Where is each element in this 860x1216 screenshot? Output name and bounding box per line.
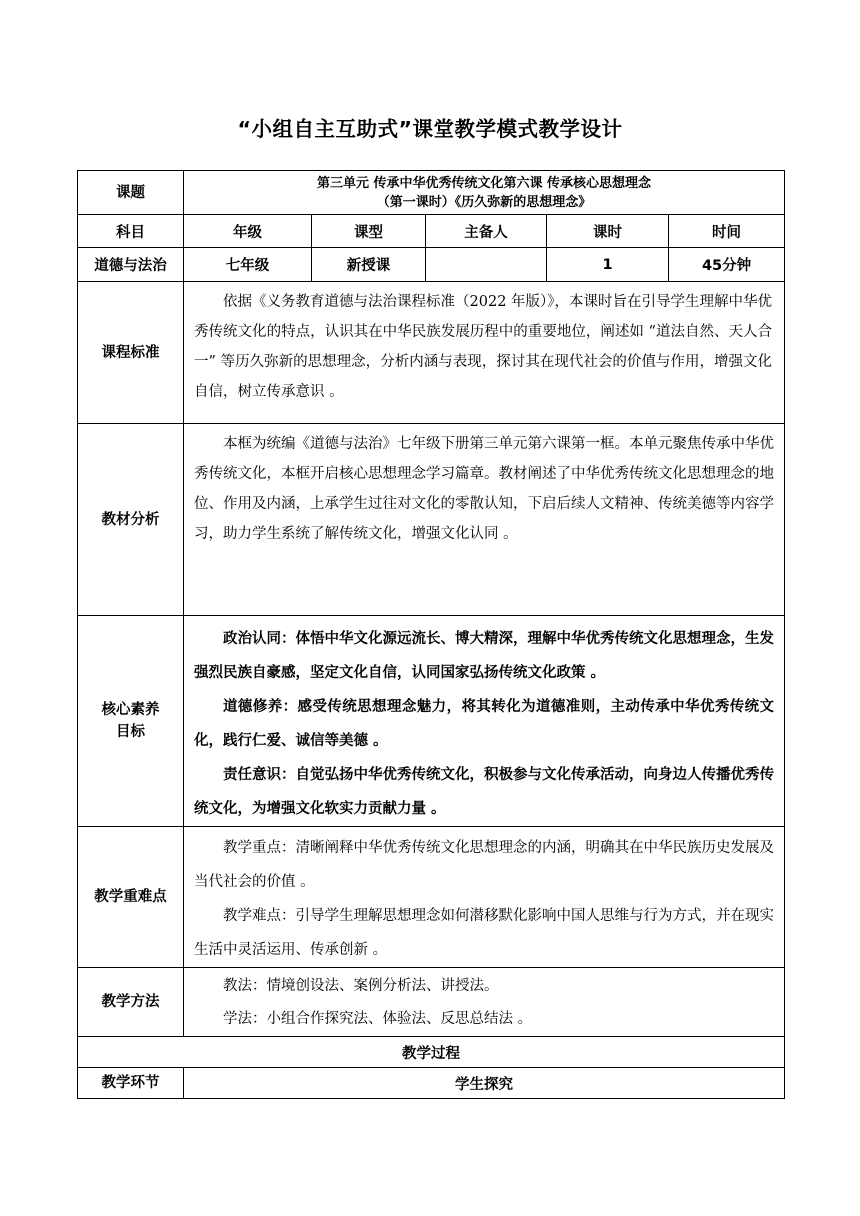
topic-label: 课题 [78,171,184,215]
info-row [78,248,785,282]
methods-row [78,968,785,1037]
topic-line-1: 第三单元 传承中华优秀传统文化第六课 传承核心思想理念 [317,175,652,191]
core-label-line-2: 目标 [116,724,145,740]
methods-cell [184,968,785,1037]
core-row [78,616,785,827]
info-main-preparer [426,248,547,282]
process-stage-label: 教学环节 [78,1068,184,1099]
key-points-focus: 教学重点：清晰阐释中华优秀传统文化思想理念的内涵，明确其在中华民族历史发展及当代社会的价值 。 [194,840,775,890]
lesson-plan-table [77,170,785,1099]
header-lesson-type: 课型 [312,215,426,248]
info-lesson-type: 新授课 [312,248,426,282]
key-points-label: 教学重难点 [78,827,184,968]
standard-label: 课程标准 [78,282,184,424]
core-label [78,616,184,827]
material-label: 教材分析 [78,424,184,616]
info-periods: 1 [547,248,669,282]
material-text: 本框为统编《道德与法治》七年级下册第三单元第六课第一框。本单元聚焦传承中华优秀传统文化，本框开启核心思想理念学习篇章。教材阐述了中华优秀传统文化思想理念的地位、作用及内涵，上承学生过往对文化的零散认知，下启后续人文精神、传统美德等内容学习，助力学生系统了解传统文化，增强文化认同 。 [194,436,775,542]
core-cell [184,616,785,827]
header-grade: 年级 [184,215,312,248]
topic-value [184,171,785,215]
info-grade: 七年级 [184,248,312,282]
process-student-label: 学生探究 [184,1068,785,1099]
core-responsibility: 责任意识：自觉弘扬中华优秀传统文化，积极参与文化传承活动，向身边人传播优秀传统文化，为增强文化软实力贡献力量 。 [194,766,775,817]
header-main-preparer: 主备人 [426,215,547,248]
standard-cell [184,282,785,424]
methods-teaching: 教法：情境创设法、案例分析法、讲授法。 [223,978,499,994]
process-heading-row [78,1037,785,1068]
header-time: 时间 [669,215,785,248]
process-stage-row [78,1068,785,1099]
methods-learning: 学法：小组合作探究法、体验法、反思总结法 。 [223,1011,533,1027]
material-cell [184,424,785,616]
standard-row [78,282,785,424]
standard-text: 依据《义务教育道德与法治课程标准（2022 年版）》，本课时旨在引导学生理解中华优秀传统文化的特点，认识其在中华民族发展历程中的重要地位，阐述如 “道法自然、天人合一” 等历久弥新的思想理念，分析内涵与表现，探讨其在现代社会的价值与作用，增强文化自信，树立传承意识 。 [194,294,773,400]
core-moral: 道德修养：感受传统思想理念魅力，将其转化为道德准则，主动传承中华优秀传统文化，践行仁爱、诚信等美德 。 [194,698,775,749]
core-political: 政治认同：体悟中华文化源远流长、博大精深，理解中华优秀传统文化思想理念，生发强烈民族自豪感，坚定文化自信，认同国家弘扬传统文化政策 。 [194,630,775,681]
process-heading: 教学过程 [78,1037,785,1068]
header-row [78,215,785,248]
header-periods: 课时 [547,215,669,248]
material-row [78,424,785,616]
key-points-difficulty: 教学难点：引导学生理解思想理念如何潜移默化影响中国人思维与行为方式，并在现实生活中灵活运用、传承创新 。 [194,908,775,958]
methods-label: 教学方法 [78,968,184,1037]
key-points-row [78,827,785,968]
topic-line-2: （第一课时）《历久弥新的思想理念》 [376,194,592,210]
topic-row [78,171,785,215]
core-label-line-1: 核心素养 [101,702,160,718]
info-subject: 道德与法治 [78,248,184,282]
header-subject: 科目 [78,215,184,248]
key-points-cell [184,827,785,968]
document-title: “小组自主互助式”课堂教学模式教学设计 [237,117,623,141]
info-time: 45分钟 [669,248,785,282]
